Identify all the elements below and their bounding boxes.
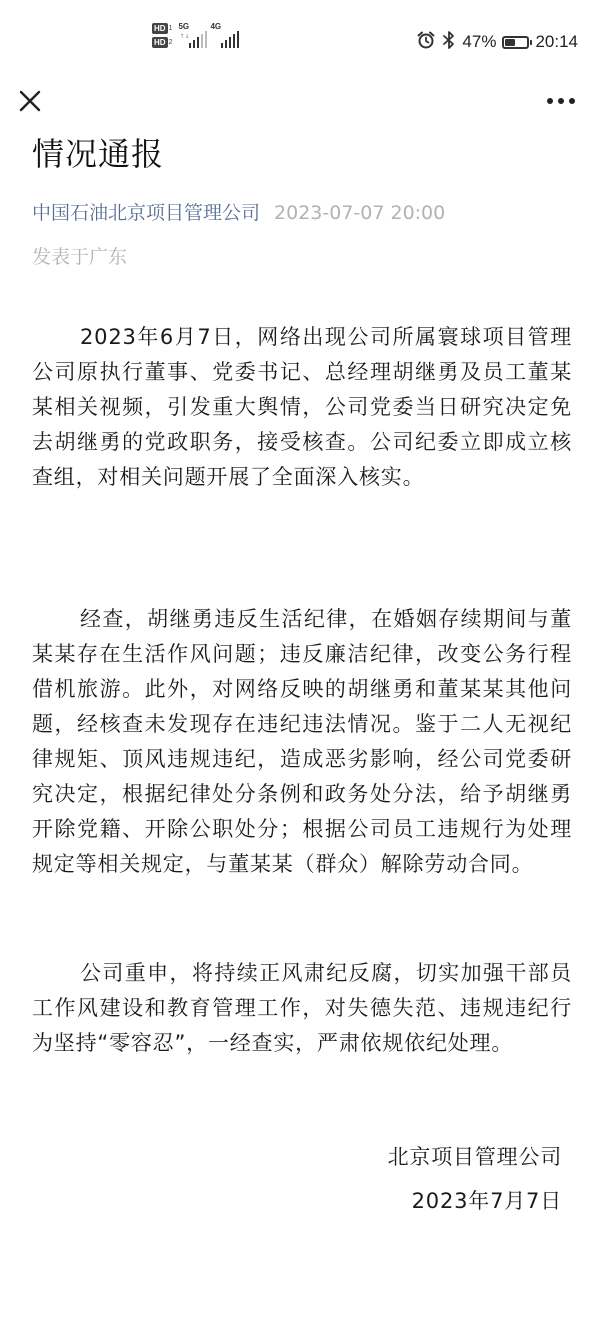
signoff-date: 2023年7月7日: [411, 1189, 562, 1213]
bluetooth-icon: [442, 30, 456, 54]
article-title: 情况通报: [32, 135, 165, 173]
battery-icon: [502, 36, 529, 49]
hd-badge-sim2: [152, 37, 172, 48]
status-left-group: [152, 22, 236, 48]
signoff-organization: 北京项目管理公司: [387, 1145, 562, 1169]
signal-bars-icon: [221, 31, 239, 48]
battery-level-fill: [505, 39, 515, 46]
network-type-label: 5G: [178, 22, 190, 31]
network-type-label: 4G: [210, 22, 222, 31]
status-right-group: [416, 31, 578, 53]
hd-sim-number: 1: [168, 25, 173, 32]
hd-label: HD: [154, 38, 166, 47]
publish-datetime: 2023-07-07 20:00: [274, 202, 446, 224]
clock: 20:14: [535, 32, 578, 51]
publish-location: 发表于广东: [32, 246, 128, 268]
data-activity-icon: ↑↓: [179, 33, 190, 40]
hd-sim-number: 2: [168, 39, 173, 46]
signal-sim1: [178, 22, 204, 48]
signal-sim2: [210, 22, 236, 48]
nav-bar: [0, 78, 600, 124]
more-icon[interactable]: [544, 88, 578, 114]
article-meta: [32, 200, 445, 226]
hd-voice-badges: [152, 23, 172, 48]
status-bar: [0, 0, 600, 80]
alarm-icon: [416, 30, 436, 54]
battery-percent: 47%: [462, 32, 497, 51]
signal-bars-icon: [189, 31, 207, 48]
article-paragraph: 经查，胡继勇违反生活纪律，在婚姻存续期间与董某某存在生活作风问题；违反廉洁纪律，改变公务行程借机旅游。此外，对网络反映的胡继勇和董某某其他问题，经核查未发现存在违纪违法情况。鉴于二人无视纪律规矩、顶风违规违纪，造成恶劣影响，经公司党委研究决定，根据纪律处分条例和政务处分法，给予胡继勇开除党籍、开除公职处分；根据公司员工违规行为处理规定等相关规定，与董某某（群众）解除劳动合同。: [32, 607, 572, 876]
account-name-link[interactable]: 中国石油北京项目管理公司: [32, 202, 261, 224]
close-icon[interactable]: [16, 87, 44, 115]
hd-label: HD: [154, 24, 166, 33]
article-paragraph: 2023年6月7日，网络出现公司所属寰球项目管理公司原执行董事、党委书记、总经理胡继勇及员工董某某相关视频，引发重大舆情，公司党委当日研究决定免去胡继勇的党政职务，接受核查。公司纪委立即成立核查组，对相关问题开展了全面深入核实。: [32, 325, 572, 489]
article-paragraph: 公司重申，将持续正风肃纪反腐，切实加强干部员工作风建设和教育管理工作，对失德失范、违规违纪行为坚持“零容忍”，一经查实，严肃依规依纪处理。: [32, 961, 572, 1055]
hd-badge-sim1: [152, 23, 172, 34]
